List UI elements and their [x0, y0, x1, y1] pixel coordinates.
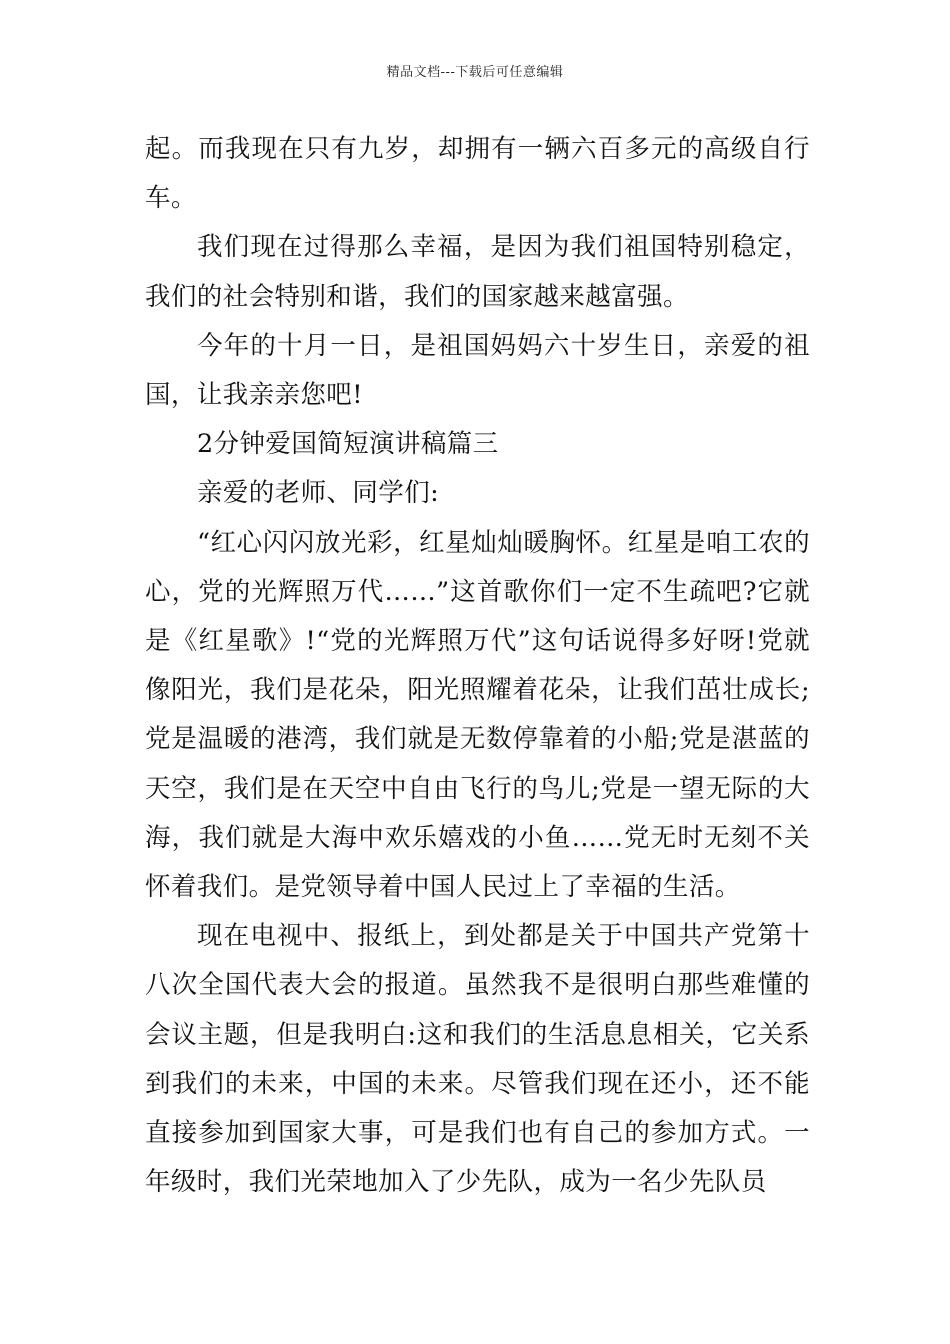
salutation: 亲爱的老师、同学们: — [197, 478, 440, 509]
page-header: 精品文档---下载后可任意编辑 — [386, 65, 564, 80]
paragraph: 今年的十月一日，是祖国妈妈六十岁生日，亲爱的祖国，让我亲亲您吧! — [145, 330, 810, 411]
paragraph: “红心闪闪放光彩，红星灿灿暖胸怀。红星是咱工农的心，党的光辉照万代……”这首歌你们一定不生疏吧?它就是《红星歌》!“党的光辉照万代”这句话说得多好呀!党就像阳光，我们是花朵，阳光照耀着花朵，让我们茁壮成长;党是温暖的港湾，我们就是无数停靠着的小船;党是湛蓝的天空，我们是在天空中自由飞行的鸟儿;党是一望无际的大海，我们就是大海中欢乐嬉戏的小鱼……党无时无刻不关怀着我们。是党领导着中国人民过上了幸福的生活。 — [145, 527, 810, 903]
document-body — [145, 125, 810, 1207]
paragraph: 我们现在过得那么幸福，是因为我们祖国特别稳定，我们的社会特别和谐，我们的国家越来越富强。 — [145, 232, 810, 312]
paragraph: 现在电视中、报纸上，到处都是关于中国共产党第十八次全国代表大会的报道。虽然我不是很明白那些难懂的会议主题，但是我明白:这和我们的生活息息相关，它关系到我们的未来，中国的未来。尽管我们现在还小，还不能直接参加到国家大事，可是我们也有自己的参加方式。一年级时，我们光荣地加入了少先队，成为一名少先队员 — [145, 921, 810, 1198]
paragraph: 起。而我现在只有九岁，却拥有一辆六百多元的高级自行车。 — [145, 134, 810, 214]
section-title: 2分钟爱国简短演讲稿篇三 — [197, 429, 499, 460]
